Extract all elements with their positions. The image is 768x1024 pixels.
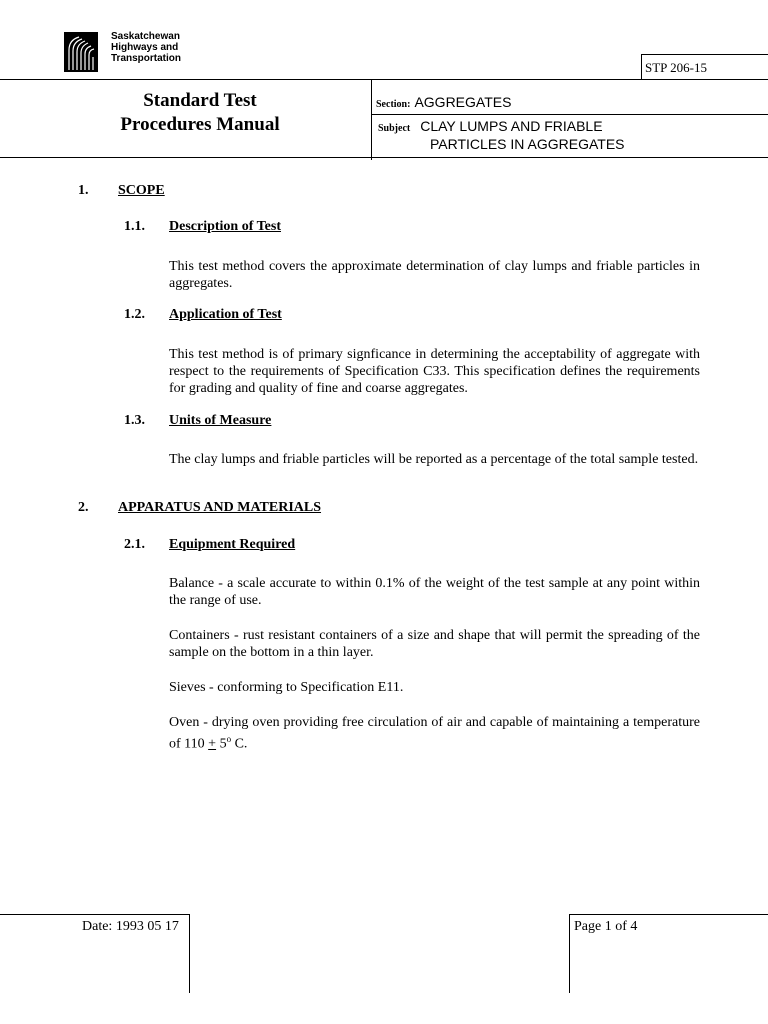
- heading-number: 1.3.: [124, 413, 145, 428]
- footer-rule: [569, 914, 570, 993]
- manual-title-line: Standard Test: [143, 90, 257, 111]
- heading-application-of-test: [124, 307, 282, 323]
- header-rule: [641, 54, 768, 55]
- heading-title: Description of Test: [169, 219, 281, 234]
- degree-sign: o: [226, 734, 232, 744]
- heading-number: 1.2.: [124, 307, 145, 322]
- subject-value-line-2: PARTICLES IN AGGREGATES: [430, 136, 625, 152]
- heading-description-of-test: [124, 219, 281, 235]
- header-rule: [371, 114, 768, 115]
- heading-equipment-required: [124, 537, 295, 553]
- org-line: Saskatchewan: [111, 31, 180, 42]
- manual-title: [80, 89, 320, 137]
- section-value: AGGREGATES: [414, 94, 512, 110]
- plus-minus-sign: +: [208, 736, 217, 752]
- section-label: Section:: [376, 99, 411, 110]
- heading-title: Application of Test: [169, 307, 282, 322]
- org-line: Highways and: [111, 42, 179, 53]
- heading-scope: [78, 183, 165, 199]
- wheat-logo-icon: [64, 32, 98, 72]
- subject-label: Subject: [378, 123, 411, 134]
- document-date: Date: 1993 05 17: [82, 919, 179, 934]
- heading-number: 2.: [78, 500, 89, 515]
- heading-number: 1.: [78, 183, 89, 198]
- oven-text: Oven - drying oven providing free circulation of air and capable of maintaining a temperature of 110: [169, 715, 700, 752]
- paragraph-description: This test method covers the approximate determination of clay lumps and friable particles in aggregates.: [169, 259, 700, 291]
- oven-temperature: 5: [216, 736, 227, 752]
- paragraph-sieves: Sieves - conforming to Specification E11.: [169, 680, 404, 695]
- header-rule: [641, 54, 642, 80]
- footer-rule: [569, 914, 768, 915]
- header-rule: [371, 79, 372, 160]
- paragraph-application: This test method is of primary signficance in determining the acceptability of aggregate with respect to the requirements of Specification C33. This specification defines the requirements for grading and quality of fine and coarse aggregates.: [169, 347, 700, 396]
- manual-title-line: Procedures Manual: [120, 114, 280, 135]
- heading-title: APPARATUS AND MATERIALS: [118, 500, 322, 515]
- subject-field: [378, 118, 678, 152]
- header-rule: [0, 79, 768, 80]
- footer-rule: [0, 914, 190, 915]
- paragraph-balance: Balance - a scale accurate to within 0.1% of the weight of the test sample at any point within the range of use.: [169, 576, 700, 608]
- heading-title: Equipment Required: [169, 537, 296, 552]
- oven-unit: C.: [231, 736, 248, 752]
- footer-rule: [189, 914, 190, 993]
- heading-units-of-measure: [124, 413, 271, 429]
- header-rule: [0, 157, 768, 158]
- heading-title: SCOPE: [118, 183, 165, 198]
- page-number: Page 1 of 4: [574, 919, 638, 934]
- paragraph-oven: [169, 714, 700, 753]
- organization-name: [111, 31, 181, 64]
- heading-number: 1.1.: [124, 219, 145, 234]
- org-line: Transportation: [111, 53, 182, 64]
- section-field: [376, 94, 511, 112]
- document-code: STP 206-15: [645, 60, 707, 75]
- heading-number: 2.1.: [124, 537, 145, 552]
- subject-value-line-1: CLAY LUMPS AND FRIABLE: [420, 118, 603, 134]
- heading-apparatus: [78, 500, 321, 516]
- paragraph-containers: Containers - rust resistant containers of a size and shape that will permit the spreading of the sample on the bottom in a thin layer.: [169, 628, 700, 660]
- paragraph-units: The clay lumps and friable particles will be reported as a percentage of the total sample tested.: [169, 452, 699, 467]
- heading-title: Units of Measure: [169, 413, 272, 428]
